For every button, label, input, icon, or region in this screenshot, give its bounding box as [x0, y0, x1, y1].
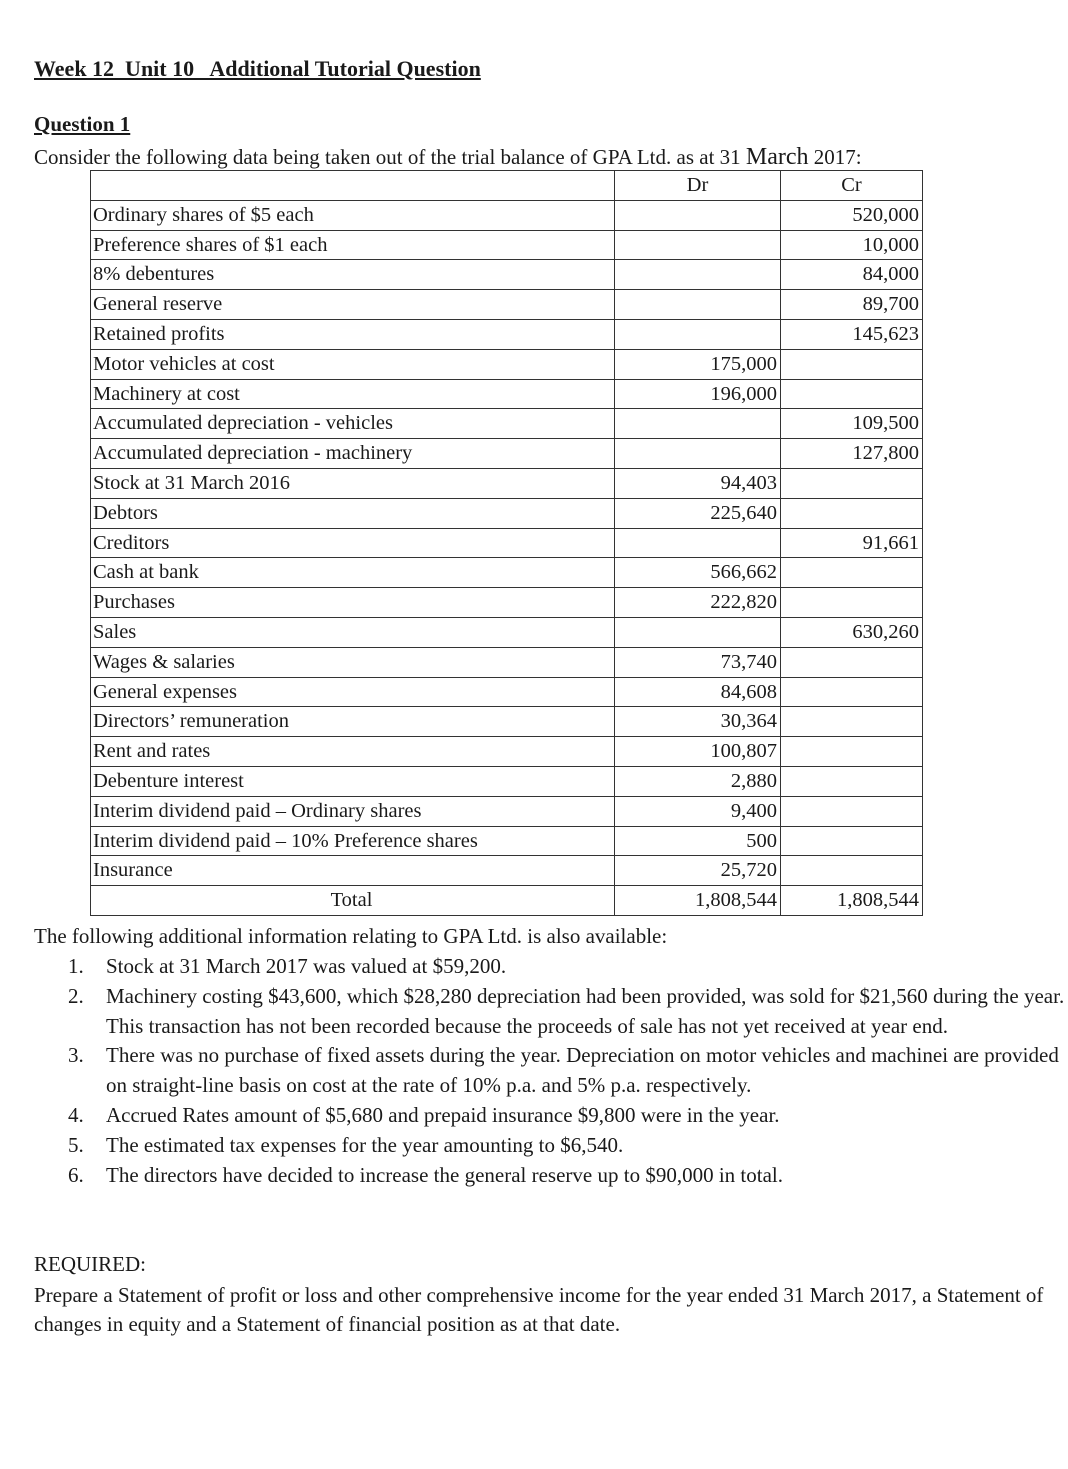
account-cell: Retained profits — [91, 319, 615, 349]
account-cell: Interim dividend paid – Ordinary shares — [91, 796, 615, 826]
account-cell: Ordinary shares of $5 each — [91, 200, 615, 230]
dr-cell — [615, 230, 781, 260]
account-cell: Preference shares of $1 each — [91, 230, 615, 260]
list-item-text: Machinery costing $43,600, which $28,280 depreciation had been provided, was sold for $21,560 during the year. This transaction has not been recorded because the proceeds of sale has not yet received at year end. — [106, 983, 1065, 1038]
required-text: Prepare a Statement of profit or loss and other comprehensive income for the year ended 31 March 2017, a Statement of changes in equity and a Statement of financial position as at that date. — [34, 1283, 1044, 1336]
account-cell: Cash at bank — [91, 558, 615, 588]
table-row — [91, 647, 923, 677]
list-item — [34, 982, 1068, 1042]
list-item — [34, 1131, 1068, 1161]
cr-cell — [781, 558, 923, 588]
list-item-number: 5. — [68, 1132, 84, 1157]
cr-cell — [781, 766, 923, 796]
dr-cell: 30,364 — [615, 707, 781, 737]
cr-cell — [781, 796, 923, 826]
list-item-text: The directors have decided to increase the general reserve up to $90,000 in total. — [106, 1162, 783, 1187]
table-row — [91, 677, 923, 707]
total-cr: 1,808,544 — [781, 886, 923, 916]
dr-cell — [615, 439, 781, 469]
dr-cell — [615, 200, 781, 230]
table-row — [91, 558, 923, 588]
cr-cell — [781, 349, 923, 379]
dr-cell: 566,662 — [615, 558, 781, 588]
account-header-cell — [91, 171, 615, 201]
dr-cell: 100,807 — [615, 737, 781, 767]
table-row — [91, 766, 923, 796]
cr-header: Cr — [781, 171, 923, 201]
cr-cell — [781, 498, 923, 528]
table-row — [91, 468, 923, 498]
table-row — [91, 498, 923, 528]
account-cell: Machinery at cost — [91, 379, 615, 409]
table-row — [91, 707, 923, 737]
dr-cell: 196,000 — [615, 379, 781, 409]
dr-cell: 25,720 — [615, 856, 781, 886]
cr-cell — [781, 677, 923, 707]
cr-cell — [781, 468, 923, 498]
account-cell: 8% debentures — [91, 260, 615, 290]
dr-cell: 2,880 — [615, 766, 781, 796]
cr-cell — [781, 826, 923, 856]
cr-cell: 630,260 — [781, 617, 923, 647]
additional-info-list — [34, 952, 1068, 1190]
cr-cell — [781, 856, 923, 886]
list-item-text: There was no purchase of fixed assets during the year. Depreciation on motor vehicles and machinei are provided on straight-line basis on cost at the rate of 10% p.a. and 5% p.a. respectively. — [106, 1043, 1059, 1098]
dr-cell — [615, 409, 781, 439]
list-item-number: 6. — [68, 1162, 84, 1187]
table-row — [91, 617, 923, 647]
cr-cell: 91,661 — [781, 528, 923, 558]
account-cell: Sales — [91, 617, 615, 647]
trial-balance-body — [91, 171, 923, 916]
table-row — [91, 379, 923, 409]
account-cell: General reserve — [91, 290, 615, 320]
dr-cell: 222,820 — [615, 588, 781, 618]
table-row — [91, 826, 923, 856]
cr-cell — [781, 707, 923, 737]
list-item-text: Stock at 31 March 2017 was valued at $59,200. — [106, 954, 507, 978]
list-item — [34, 1161, 1068, 1191]
question-intro-part2: 2017: — [808, 145, 862, 169]
table-row — [91, 260, 923, 290]
trial-balance-table — [90, 170, 923, 916]
cr-cell — [781, 647, 923, 677]
list-item-number: 4. — [68, 1102, 84, 1127]
dr-cell: 225,640 — [615, 498, 781, 528]
total-dr: 1,808,544 — [615, 886, 781, 916]
table-row — [91, 200, 923, 230]
list-item — [34, 1041, 1068, 1101]
account-cell: Insurance — [91, 856, 615, 886]
table-row — [91, 409, 923, 439]
trial-balance-header-row — [91, 171, 923, 201]
table-row — [91, 349, 923, 379]
list-item-number: 2. — [68, 983, 84, 1008]
list-item-text: Accrued Rates amount of $5,680 and prepaid insurance $9,800 were in the year. — [106, 1102, 780, 1127]
cr-cell: 89,700 — [781, 290, 923, 320]
required-heading: REQUIRED: — [34, 1252, 146, 1276]
dr-cell: 9,400 — [615, 796, 781, 826]
account-cell: Debenture interest — [91, 766, 615, 796]
cr-cell — [781, 588, 923, 618]
cr-cell: 84,000 — [781, 260, 923, 290]
dr-cell: 73,740 — [615, 647, 781, 677]
account-cell: Stock at 31 March 2016 — [91, 468, 615, 498]
table-row — [91, 439, 923, 469]
cr-cell: 109,500 — [781, 409, 923, 439]
cr-cell: 520,000 — [781, 200, 923, 230]
total-label: Total — [91, 886, 615, 916]
question-heading: Question 1 — [34, 112, 131, 136]
dr-cell — [615, 319, 781, 349]
question-intro-part1: Consider the following data being taken out of the trial balance of GPA Ltd. as at 31 — [34, 145, 746, 169]
table-row — [91, 588, 923, 618]
list-item — [34, 1101, 1068, 1131]
dr-cell — [615, 260, 781, 290]
question-intro-month: March — [745, 144, 809, 170]
account-cell: Motor vehicles at cost — [91, 349, 615, 379]
account-cell: Directors’ remuneration — [91, 707, 615, 737]
cr-cell: 10,000 — [781, 230, 923, 260]
list-item-text: The estimated tax expenses for the year amounting to $6,540. — [106, 1132, 624, 1157]
account-cell: Purchases — [91, 588, 615, 618]
list-item-number: 1. — [68, 954, 84, 978]
account-cell: Wages & salaries — [91, 647, 615, 677]
dr-cell: 175,000 — [615, 349, 781, 379]
table-row — [91, 737, 923, 767]
account-cell: Accumulated depreciation - machinery — [91, 439, 615, 469]
question-intro — [34, 144, 862, 171]
total-row — [91, 886, 923, 916]
dr-cell: 94,403 — [615, 468, 781, 498]
cr-cell — [781, 379, 923, 409]
table-row — [91, 319, 923, 349]
account-cell: Accumulated depreciation - vehicles — [91, 409, 615, 439]
additional-info-intro: The following additional information relating to GPA Ltd. is also available: — [34, 924, 668, 948]
dr-cell — [615, 290, 781, 320]
dr-cell: 84,608 — [615, 677, 781, 707]
account-cell: Creditors — [91, 528, 615, 558]
table-row — [91, 528, 923, 558]
table-row — [91, 856, 923, 886]
dr-cell — [615, 617, 781, 647]
account-cell: Interim dividend paid – 10% Preference shares — [91, 826, 615, 856]
dr-cell: 500 — [615, 826, 781, 856]
cr-cell — [781, 737, 923, 767]
cr-cell: 145,623 — [781, 319, 923, 349]
table-row — [91, 796, 923, 826]
table-row — [91, 230, 923, 260]
table-row — [91, 290, 923, 320]
list-item-number: 3. — [68, 1043, 84, 1068]
document-title: Week 12 Unit 10 Additional Tutorial Question — [34, 56, 481, 81]
account-cell: Debtors — [91, 498, 615, 528]
dr-header: Dr — [615, 171, 781, 201]
list-item — [34, 952, 1068, 982]
cr-cell: 127,800 — [781, 439, 923, 469]
dr-cell — [615, 528, 781, 558]
account-cell: Rent and rates — [91, 737, 615, 767]
account-cell: General expenses — [91, 677, 615, 707]
